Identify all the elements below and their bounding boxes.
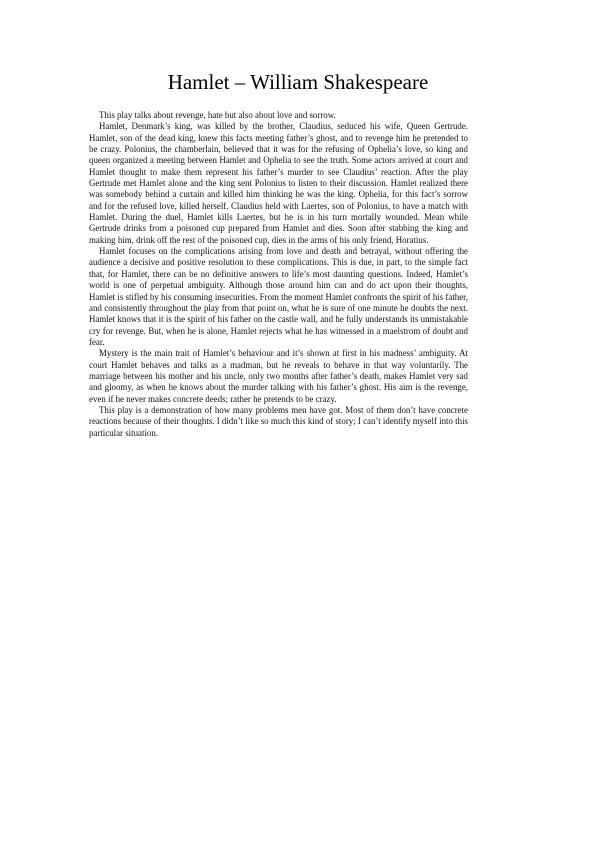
paragraph-opinion: This play is a demonstration of how many problems men have got. Most of them don’t have concrete reactions because of their thoughts. I didn’t like so much this kind of story; I can’t identify myself into this particular situation.: [89, 404, 468, 438]
paragraph-mystery: Mystery is the main trait of Hamlet’s behaviour and it’s shown at first in his madness’ ambiguity. At court Hamlet behaves and talks as a madman, but he reveals to behave in that way voluntarily. The marriage between his mother and his uncle, only two months after father’s death, makes Hamlet very sad and gloomy, as when he knows about the murder talking with his father’s ghost. His aim is the revenge, even if he never makes concrete deeds; rather he pretends to be crazy.: [89, 348, 468, 404]
paragraph-plot: Hamlet, Denmark’s king, was killed by the brother, Claudius, seduced his wife, Queen Gertrude. Hamlet, son of the dead king, knew this facts meeting father’s ghost, and to revenge him he pretended to be crazy. Polonius, the chamberlain, believed that it was for the refusing of Ophelia’s love, so king and queen organized a meeting between Hamlet and Ophelia to see the truth. Some actors arrived at court and Hamlet thought to make them represent his father’s murder to see Claudius’ reaction. After the play Gertrude met Hamlet alone and the king sent Polonius to listen to their discussion. Hamlet realized there was somebody behind a curtain and killed him thinking he was the king. Ophelia, for this fact’s sorrow and for the refused love, killed herself. Claudius held with Laertes, son of Polonius, to have a match with Hamlet. During the duel, Hamlet kills Laertes, but he is in his turn mortally wounded. Mean while Gertrude drinks from a poisoned cup prepared from Hamlet and dies. Soon after stabbing the king and making him, drink off the rest of the poisoned cup, dies in the arms of his only friend, Horatius.: [89, 121, 468, 245]
document-body: [89, 110, 468, 439]
paragraph-analysis: Hamlet focuses on the complications arising from love and death and betrayal, without offering the audience a decisive and positive resolution to these complications. This is due, in part, to the simple fact that, for Hamlet, there can be no definitive answers to life’s most daunting questions. Indeed, Hamlet’s world is one of perpetual ambiguity. Although those around him can and do act upon their thoughts, Hamlet is stifled by his consuming insecurities. From the moment Hamlet confronts the spirit of his father, and consistently throughout the play from that point on, what he is sure of one minute he doubts the next. Hamlet knows that it is the spirit of his father on the castle wall, and he fully understands its unmistakable cry for revenge. But, when he is alone, Hamlet rejects what he has witnessed in a maelstrom of doubt and fear.: [89, 246, 468, 347]
paragraph-intro: This play talks about revenge, hate but also about love and sorrow.: [99, 110, 336, 120]
document-title: Hamlet – William Shakespeare: [167, 70, 429, 94]
